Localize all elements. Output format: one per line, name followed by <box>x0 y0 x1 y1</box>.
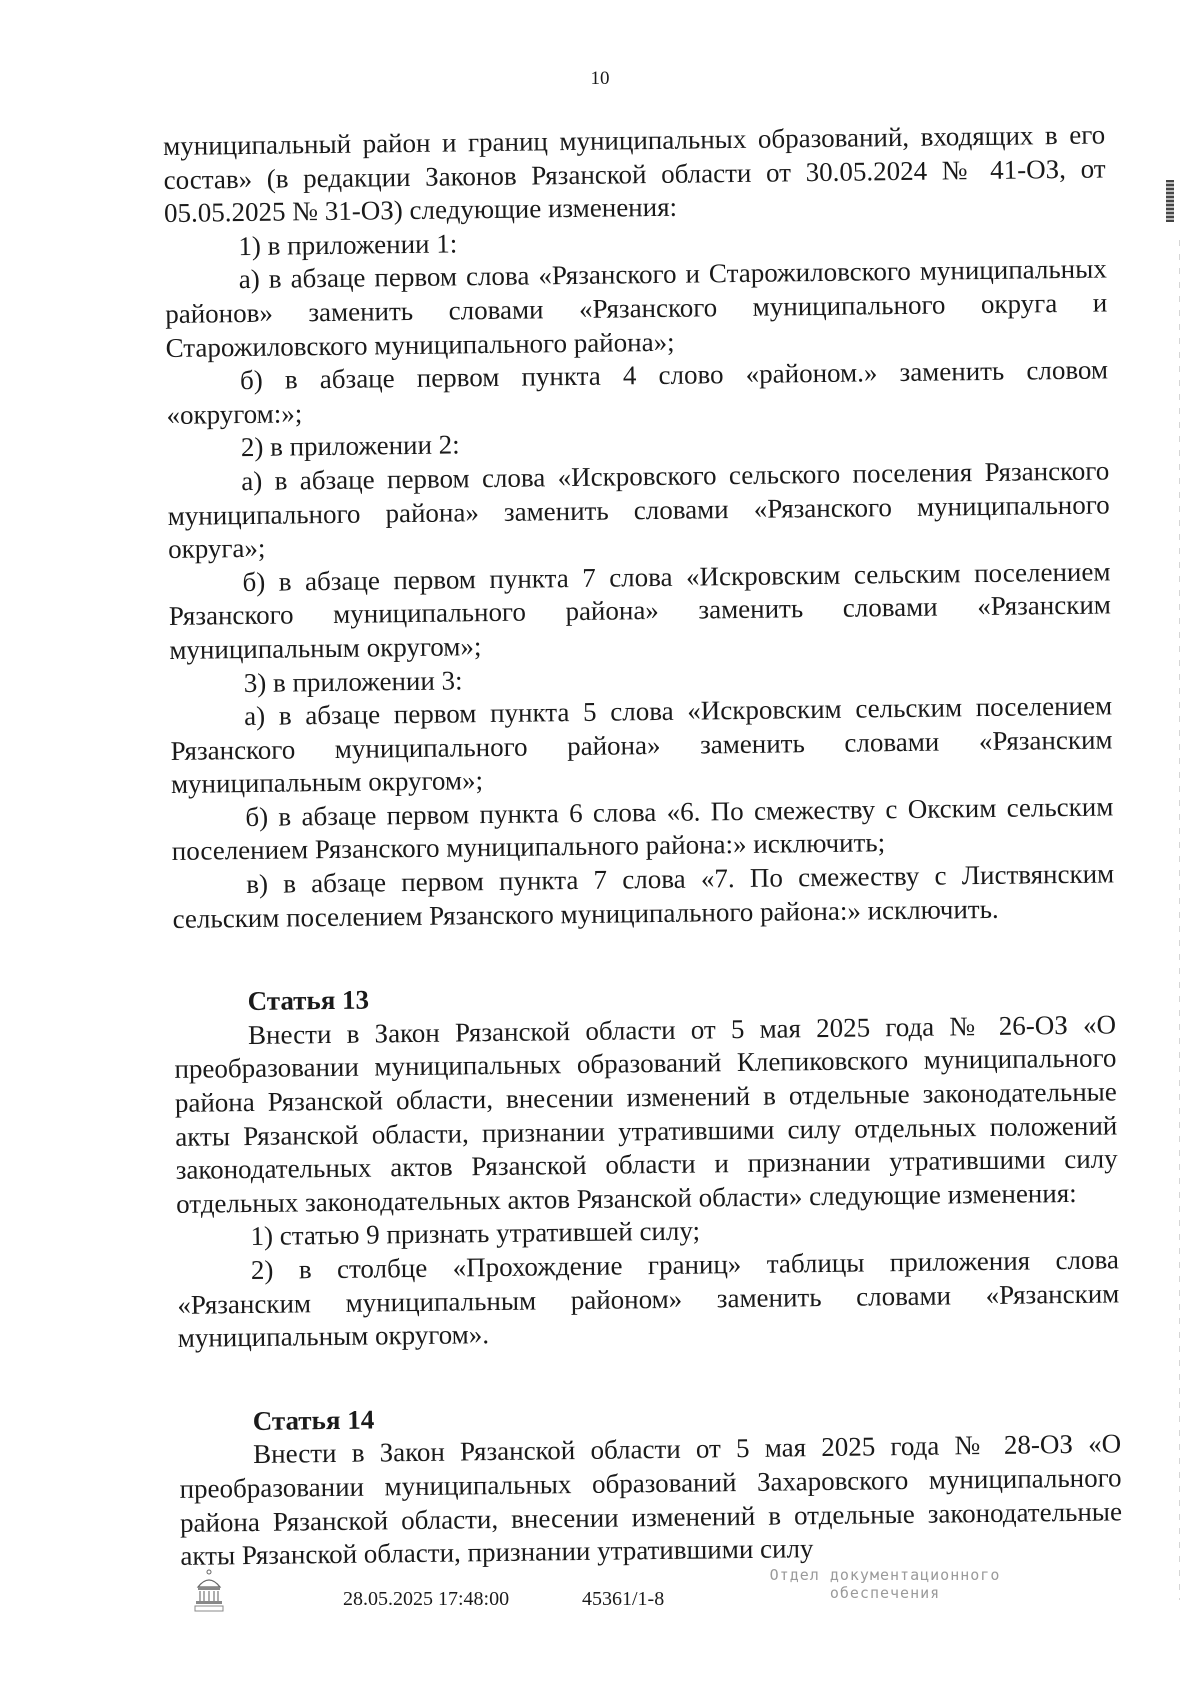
paragraph: муниципальный район и границ муниципальных образований, входящих в его состав» (в редакции Законов Рязанской области от 30.05.2024 № 41-ОЗ, от 05.05.2025 № 31-ОЗ) следующие изменения: <box>163 119 1106 229</box>
scan-edge-mark <box>1166 180 1174 222</box>
page-number: 10 <box>590 68 610 89</box>
footer-registration-code: 45361/1-8 <box>582 1588 665 1610</box>
paragraph: Внести в Закон Рязанской области от 5 мая 2025 года № 26-ОЗ «О преобразовании муниципальных образований Клепиковского муниципального района Рязанской области, внесении изменений в отдельные законодательные акты Рязанской области, признании утратившими силу отдельных положений законодательных актов Рязанской области и признании утратившими силу отдельных законодательных актов Рязанской области» следующие изменения: <box>174 1009 1118 1219</box>
stamp-line-2: обеспечения <box>829 1584 941 1602</box>
paragraph: 2) в приложении 2: <box>240 429 460 463</box>
document-body <box>163 118 1123 1573</box>
duma-emblem-icon <box>190 1567 228 1613</box>
paragraph: 1) статью 9 признать утратившей силу; <box>250 1215 701 1252</box>
paragraph: б) в абзаце первом пункта 7 слова «Искровским сельским поселением Рязанского муниципального района» заменить словами «Рязанским муниципальным округом»; <box>168 556 1112 665</box>
footer-date: 28.05.2025 17:48:00 <box>343 1588 510 1610</box>
paragraph: 2) в столбце «Прохождение границ» таблицы приложения слова «Рязанским муниципальным районом» заменить словами «Рязанским муниципальным округом». <box>177 1244 1120 1354</box>
department-stamp <box>740 1566 1030 1602</box>
article-heading: Статья 14 <box>252 1404 375 1436</box>
article-heading: Статья 13 <box>247 984 370 1017</box>
paragraph: в) в абзаце первом пункта 7 слова «7. По смежеству с Листвянским сельским поселением Рязанского муниципального района:» исключить. <box>172 858 1115 934</box>
paragraph: Внести в Закон Рязанской области от 5 мая 2025 года № 28-ОЗ «О преобразовании муниципальных образований Захаровского муниципального района Рязанской области, внесении изменений в отдельные законодательные акты Рязанской области, признании утратившими силу <box>179 1428 1123 1572</box>
paragraph: б) в абзаце первом пункта 4 слово «районом.» заменить словом «округом:»; <box>166 354 1109 430</box>
paragraph: 1) в приложении 1: <box>238 228 458 261</box>
stamp-line-1: Отдел документационного <box>769 1566 1001 1584</box>
paragraph: а) в абзаце первом слова «Искровского сельского поселения Рязанского муниципального района» заменить словами «Рязанского муниципального округа»; <box>167 455 1110 565</box>
scan-edge-line <box>1179 240 1180 1600</box>
paragraph: а) в абзаце первом слова «Рязанского и Старожиловского муниципальных районов» заменить словами «Рязанского муниципального округа и Старожиловского муниципального района»; <box>165 253 1108 363</box>
paragraph: а) в абзаце первом пункта 5 слова «Искровским сельским поселением Рязанского муниципального района» заменить словами «Рязанским муниципальным округом»; <box>170 690 1113 800</box>
paragraph: 3) в приложении 3: <box>243 664 463 698</box>
paragraph: б) в абзаце первом пункта 6 слова «6. По смежеству с Окским сельским поселением Рязанского муниципального района:» исключить; <box>171 791 1114 867</box>
